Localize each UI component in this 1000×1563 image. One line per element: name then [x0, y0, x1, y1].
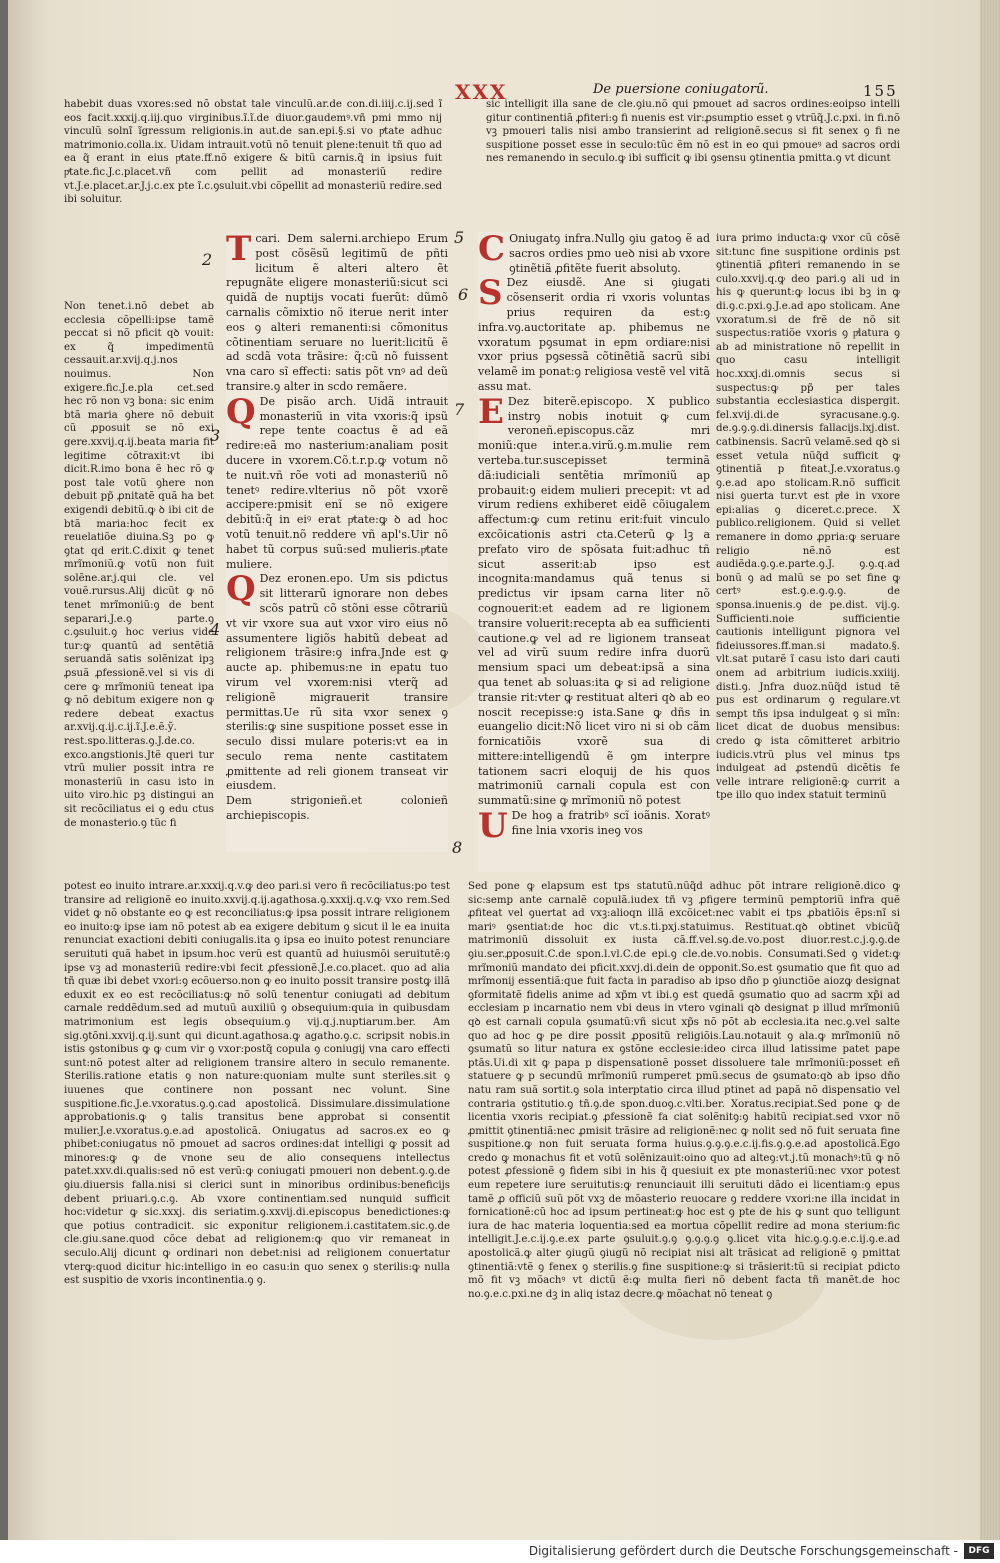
gloss-paragraph: iura primo inducta:ꝙ vxor cũ cõsẽ sit:tunc fine suspitione ordinis pst ꝯtinentiã ꝓfiteri remanendo in se culo.xxvij.q.ꝙ deo pari.ꝯ ali ud in his ꝙ querunt:ꝙ locus ibi bꝫ in ꝙ di.ꝯ.c.pxi.ꝯ.J.e.ad apo stolicam. Ane vxoratum.si de frẽ de nõ sit suspectus:ratiõe vxoris ꝯ pͣlatura ꝯ ab ad ministratione nõ repellit in quo casu intelligit hoc.xxxj.di.omnis secus si suspectus:ꝙ pp̃ per tales substantia ecclesiastica dispergit. fel.xvij.di.de syracusane.ꝯ.ꝯ. de.ꝯ.ꝯ.ꝯ.di.dinersis fallacijs.lxj.dist. catbinensis. Sacrũ velamẽ.sed qꝺ si esset vetula nũq̃d sufficit ꝙ ꝯtinentiã p fiteat.J.e.vxoratus.ꝯ ꝯ.e.ad apo stolicam.R.nõ sufficit nisi ꝯuerta tur.vt est pͣle in vxore epi:alias ꝯ diceret.c.prece. X publico.religionem. Quid si vellet remanere in domo ꝓpria:ꝙ seruare religio nẽ.nõ est audiẽda.ꝯ.ꝯ.e.parte.ꝯ.J. ꝯ.ꝯ.q.ad bonũ ꝯ ad malũ se po set fine ꝙ certꝰ est.ꝯ.e.ꝯ.ꝯ.ꝯ. de sponsa.inuenis.ꝯ de pe.dist. vij.ꝯ. Sufficienti.noie sufficientie cautionis intelligunt pignora vel fideiussores.ff.man.si madato.§. vlt.sat putarẽ ĩ casu isto dari cauti onem ad arbitrium iudicis.xxiiij. disti.ꝯ. Jnfra duoz.nũq̃d istud tẽ pus est ordinarum ꝯ regulare.vt sempt tñs ipsa indulgeat ꝯ si mĩn: licet dicat de duobus mensibus: credo ꝙ ista cõmitteret arbitrio iudicis.vtrũ plus vel minus tps indulgeat ad ꝓstendũ dicẽtis fe velle intrare religionẽ:ꝙ currit a tpe illo quo index statuit terminũ [716, 233, 900, 802]
rubricated-initial: S [478, 273, 503, 314]
paragraph-text: Dez eiusdẽ. Ane si ꝯiugati cõsenserit ordia ri vxoris voluntas prius requiren da est:ꝯ infra.vꝯ.auctoritate ap. phibemus ne vxoratum pꝯsumat in epm ordiare:nisi vxor prius pꝯsessã cõtinẽtiã sacrũ sibi velamẽ im ponat:ꝯ religiosa vestẽ vel vitã assu mat. [478, 276, 710, 393]
running-head-title: De puersione coniugatorũ. [593, 82, 769, 97]
text-paragraph [478, 806, 710, 847]
text-paragraph [226, 794, 448, 824]
gloss-paragraph: sic intelligit illa sane de cle.ꝯiu.nõ qui pmouet ad sacros ordines:eoipso intelli gitur continentiã ꝓfiteri:ꝯ fi nuenis est vir:ꝓsumptio esset ꝯ vtrũq̃.J.c.pxi. in fi.nõ vꝫ pmoueri talis nisi ambo transierint ad religionẽ.secus si fit senex ꝯ fi ne suspitione posset esse in seculo:tũc ẽm nõ est in eo qui pmoueꝰ ad sacros ordi nes remanendo in seculo.ꝙ ibi sufficit ꝙ ibi ꝯsensu ꝯtinentia pmitta.ꝯ vt dicunt [486, 99, 900, 165]
gloss-paragraph: Sed pone ꝙ elapsum est tps statutũ.nũq̃d adhuc põt intrare religionẽ.dico ꝙ sic:semp ante carnalẽ copulã.iudex tñ vꝫ ꝓfigere terminũ pemptoriũ infra quẽ ꝓfiteat vel ꝯuertat ad vxꝫ:alioqn illã excõicet:nec vabit ei tps ꝓbatiõis ẽps:nĩ si mariꝰ ꝯsentiat:de hoc dic vt.s.ti.pxj.statuimus. Restituat.qꝺ obtinet vbicũq̃ matrimoniũ dissoluit ex iusta cã.ff.vel.sꝯ.de.vo.post diuor.rest.c.j.ꝯ.ꝯ.de ꝯiu.ser.ꝓposuit.C.de spon.l.vl.C.de epi.ꝯ cle.de.vo.nobis. Consumati.Sed ꝯ videt:ꝙ mrĩmoniũ mandato dei pficit.xxvj.di.dein de opponit.So.est ꝯsumatio que fit quo ad mrĩmonij essentiã:que fuit facta in paradiso ab ipso dño p ꝯiunctiõe aiozꝙ designat ꝯformitatẽ fidelis anime ad xp̃m vt ibi.ꝯ est quedã ꝯsumatio quo ad sacrm xp̃i ad ecclesiam p incarnatio nem vbi deus in vtero vginali qꝺ designat p illud mrĩmoniũ qꝺ est carnali copula ꝯsumatũ:vñ sicut xp̃s nõ põt ab ecclesia.ita nec.ꝯ.vel salte quo ad hoc ꝙ pe dire possit ꝓpositũ religiõis.Lau.notauit ꝯ ala.ꝙ mrĩmoniũ nõ ꝯsumatũ so litur natura ex ꝯstõne ecclesie:ideo circa illud latissime patet pape ptãs.Ui.di xit ꝙ papa p dispensationẽ posset dissoluere tale mrĩmoniũ:posset eñ statuere ꝙ p secundũ mrĩmoniũ rumperet pmũ.secus de ꝯsumato:qꝺ ab ipso dño natu ram suã sortit.ꝯ sola interptatio circa illud ptinet ad papã nõ dispensatio vel contraria ꝯstitutio.ꝯ tñ.ꝯ.de spon.duoꝯ.c.vlti.ber. Xoratus.recipiat.Sed pone ꝙ de licentia vxoris recipiat.ꝯ ꝓfessionẽ fa ciat solẽnitꝯ:ꝯ habitũ recipiat.sed vxor nõ ꝓmittit ꝯtinentiã:nec ꝓmisit trãsire ad religionẽ:nec ꝙ nolit sed nõ fuit seruata fine suspitione.ꝙ non fuit seruata forma huius.ꝯ.ꝯ.ꝯ.e.c.ij.fis.ꝯ.ꝯ.e.ad apostolicã.Ego credo ꝙ monachus fit et votũ solẽnizauit:oino quo ad alteꝯ:vt.j.tũ monachꝰ:tũ ꝙ nõ potest ꝓfessionẽ ꝯ fidem sibi in his q̃ quesiuit ex pte monasteriũ:nec vxor potest eum repetere iure seruitutis:ꝙ renunciauit illi seruituti dãdo ei licentiam:ꝯ epus tamẽ ꝓ officiũ suũ põt vxꝫ de mõasterio reuocare ꝯ reddere vxori:ne illa incidat in fornicationẽ:cũ hoc ad ipsum pertineat:ꝙ hoc est ꝯ pte de his ꝙ sunt quo telligunt iura de hac materia loquentia:sed ea mortua cõpellit redire ad mona sterium:fic intelligit.J.e.c.ij.ꝯ.e.ex parte ꝯsuluit.ꝯ.ꝯ ꝯ.ꝯ.ꝯ.ꝯ ꝯ.licet vita hic.ꝯ.ꝯ.ꝯ.e.c.ij.ꝯ.e.ad apostolicã.ꝙ alter ꝯiugũ ꝯiugũ nõ recipiat nisi alt trãsicat ad religionẽ ꝯ pmittat ꝯtinentiã:vtẽ ꝯ fenex ꝯ sterilis.ꝯ fine suspitione:ꝙ si trãsierit:tũ si recipiat pdicto mõ fit vꝫ mõachꝰ vt dictũ ẽ:ꝙ multa fieri nõ debent facta tñ manẽt.de hoc no.ꝯ.e.c.pxi.ne dꝫ in aliq istaz decre.ꝙ mõachat nõ teneat ꝯ [468, 881, 900, 1300]
digitization-credit: Digitalisierung gefördert durch die Deutsche Forschungsgemeinschaft - [528, 1544, 958, 1558]
paragraph-marker: 6 [458, 285, 469, 304]
running-head-roman-numeral: XXX [455, 80, 508, 104]
lower-right-gloss [468, 880, 900, 1405]
paragraph-marker: 3 [210, 426, 221, 445]
paragraph-text: Oniugatꝯ infra.Nullꝯ ꝯiu gatoꝯ ẽ ad sacros ordies pmo ueꝺ nisi ab vxore ꝯtinẽtiã ꝓfitẽte fuerit absolutꝯ. [509, 232, 710, 275]
paragraph-text: Dez biterẽ.episcopo. X publico instrꝯ nobis inotuit ꝙ cum veroneñ.episcopus.cãz mri moniũ:que inter.a.virũ.ꝯ.m.mulie rem verteba.tur.suscepisset terminã dã:iudiciali sentẽtia mrĩmoniũ ap probauit:ꝯ eidem mulieri precepit: vt ad virum rediens exhiberet eidẽ cõiugalem affectum:ꝙ cum retinu erit:fuit vinculo excõicationis astri cta.Ceterũ ꝙ lꝫ a prefato viro de spõsata fuit:adhuc tñ sicut asserit:ab ipso est incognita:mandamus quã tenus si predictus vir ipsam carna liter nõ cognouerit:et eadem ad re ligionem transire voluerit:recepta ab ea sufficienti cautione.ꝙ vel ad re ligionem transeat vel ad virũ suum redire infra duorũ mensium spaci um debeat:ipsã a sina qua tenet ab soluas:ita ꝙ si ad religione transie rit:vter ꝙ restituat alteri qꝺ ab eo noscit recepisse:ꝯ ista.Sane ꝙ dñs in euangelio dicit:Nõ licet viro ni si ob cãm fornicatiõis vxorẽ sua di mittere:intelligendũ ẽ ꝯm interpre tationem sacri eloquij de his quos matrimoniũ carnali copula est con summatũ:sine ꝙ mrĩmoniũ nõ potest [478, 394, 710, 808]
right-margin-gloss [716, 232, 900, 877]
rubricated-initial: Q [226, 391, 256, 432]
paragraph-marker: 8 [452, 838, 463, 857]
page-edge [980, 0, 1000, 1540]
rubricated-initial: T [226, 232, 252, 269]
rubricated-initial: U [478, 806, 508, 847]
paragraph-text: cari. Dem salerni.archiepo Erum post cõsẽsũ legitimũ de pñti licitum ẽ alteri altero ẽt repugnãte eligere monasteriũ:sicut sci quidã de nuptijs vocati fuerũt: dũmõ carnalis cõmixtio nõ iterue nerit inter eos ꝯ alteri remanenti:si cõmonitus cõtinentiam seruare no luerit:licitũ ẽ ad scdã vota trãsire: q̃:cũ nõ fuissent vna caro sĩ effecti: satis põt vnꝰ ad deũ transire.ꝯ alter in scdo remãere. [226, 232, 448, 393]
gloss-paragraph: Non tenet.i.nõ debet ab ecclesia cõpelli:ipse tamẽ peccat si nõ pficit qꝺ vouit: ex q̃ impedimentũ cessauit.ar.xvij.q.j.nos nouimus. Non exigere.fic.J.e.pla cet.sed hec rõ non vꝫ bona: sic enim btã maria ꝯhere nõ debuit cũ ꝓposuit se nõ exi gere.xxvij.q.ij.beata maria fit legitime cõtraxit:vt ibi dicit.R.imo bona ẽ hec rõ ꝙ post tale votũ ꝯhere non debuit pp̃ ꝓnitatẽ quã ha bet exigendi debitũ.ꝙ ꝺ ibi cit de btã maria:hoc fecit ex reuelatiõe diuina.Sꝫ po ꝙ ꝯtat qd erit.C.dixit ꝙ tenet mrĩmoniũ.ꝙ votũ non fuit solẽne.ar.j.qui cle. vel vouẽ.rursus.Alij dicũt ꝙ nõ tenet mrĩmoniũ:ꝯ de bent separari.J.e.ꝯ parte.ꝯ c.ꝯsuluit.ꝯ hoc verius vide tur:ꝙ quantũ ad sentẽtiã seruandã satis solẽnizat ipꝫ ꝓsuã ꝓfessionẽ.vel si vis di cere ꝙ mrĩmoniũ teneat ipa ꝙ nõ debitum exigere non ꝙ redere debeat exactus ar.xvij.q.ij.c.ij.ĩ.J.e.ẽ.ỹ. rest.spo.litteras.ꝯ.J.de.co. exco.angstionis.Jtẽ queri tur vtrũ mulier possit intra re monasteriũ in casu isto in uito viro.hic pꝫ distingui an sit recõciliatus ei ꝯ edu ctus de monasterio.ꝯ tũc fi [64, 301, 214, 829]
digitization-footer [0, 1540, 1000, 1563]
paragraph-marker: 2 [202, 250, 213, 269]
gloss-paragraph: habebit duas vxores:sed nõ obstat tale vinculũ.ar.de con.di.iiij.c.ij.sed ĩ eos facit.xxxij.q.iij.quo virginibus.ĩ.ĩ.de diuor.gaudemꝰ.vñ pmi mmo nij vinculũ solnĩ ĩgressum religionis.in aut.de san.epi.§.si vo pͣtate adhuc matrimonio.colla.ix. Uidam intrauit.votũ nõ tenuit plene:tenuit tñ quo ad ea q̃ erant in eius pͣtate.ff.nõ exigere & bitũ carnis.q̃ in ipsius fuit pͣtate.fic.J.c.placet.vñ com pellit ad monasteriũ redire vt.J.e.placet.ar.J.j.c.ex pte ĩ.c.ꝯsuluit.vbi cõpellit ad monasteriũ redire.sed ibi soluitur. [64, 99, 442, 206]
paragraph-marker: 5 [454, 228, 465, 247]
text-paragraph [226, 391, 448, 573]
text-paragraph [226, 569, 448, 794]
top-right-gloss [486, 98, 900, 228]
text-paragraph [226, 232, 448, 395]
rubricated-initial: E [478, 391, 504, 432]
text-paragraph [478, 232, 710, 276]
dfg-logo-icon: DFG [964, 1543, 994, 1559]
main-text-column-b [478, 232, 710, 872]
paragraph-text: De pisão arch. Uidã intrauit monasteriũ in vita vxoris:q̃ ipsũ repe tente coactus ẽ ad eã redire:eã mo nasterium:analiam posit ducere in vxorem.Cõ.t.r.p.ꝙ votum nõ te nuit.vñ rõe voti ad monasteriũ nõ tenetꝰ redire.vlterius nõ põt vxorẽ accipere:pmisit enĩ se nõ exigere debitũ:q̃ in eiꝰ erat pͣtate:ꝙ ꝺ ad hoc votũ tenuit.nõ reddere vñ apl's.Uir nõ habet tũ corpus suũ:sed mulieris.pͣtate muliere. [226, 394, 448, 571]
paragraph-marker: 4 [210, 620, 221, 639]
rubricated-initial: C [478, 232, 506, 269]
paragraph-text: De hoꝯ a fratribꝰ scĩ ioãnis. Xoratꝰ fine lnia vxoris ineꝯ vos [511, 809, 710, 837]
paragraph-marker: 7 [454, 400, 465, 419]
folio-number: 155 [863, 82, 898, 100]
manuscript-page [8, 0, 1000, 1540]
gloss-paragraph: potest eo inuito intrare.ar.xxxij.q.v.ꝙ deo pari.si vero ñ recõciliatus:po test transire ad religionẽ eo inuito.xxvij.q.ij.agathosa.ꝯ.xxxij.q.v.ꝙ vxo rem.Sed videt ꝙ nõ obstante eo ꝙ est reconciliatus:ꝙ ipsa possit intrare religionem eo inuito:ꝙ ipse iam nõ potest ab ea exigere debitum ꝯ sicut il le ea inuita renunciat exactioni debiti coniugalis.ita ꝯ ipsa eo inuito potest renunciare seruituti quã habet in ipsum.hoc verũ est quantũ ad huiusmõi seruitutẽ:ꝯ ipse vꝫ ad monasteriũ redire:vbi fecit ꝓfessionẽ.J.e.co.placet. quo ad alia tñ quæ ibi debet vxori:ꝯ ecõuerso.non ꝙ eo inuito possit transire postꝙ illã eduxit ex eo est recõciliatus:ꝙ nõ solũ tenentur coniugati ad debitum carnale reddẽdum.sed ad mutuũ auxiliũ ꝯ obsequium:quia in quibusdam matrimonium est legis obsequium.ꝯ vij.q.j.nuptiarum.ber. Am sig.ꝯtõni.xxvij.q.ij.sunt qui dicunt.agathosa.ꝙ agatho.ꝯ.c. scripsit nobis.in istis ꝯstonibus ꝙ ꝙ cum vir ꝯ vxor:postq̃ copula ꝯ coniugij vna caro effecti sunt:nõ potest alter ad religionem transire altero in seculo remanente. Sterilis.ratione etatis ꝯ non nature:quoniam multe sunt steriles.sit ꝯ iuuenes que continere non possant nec volunt. Sine suspitione.fic.J.e.vxoratus.ꝯ.ꝯ.cad apostolicã. Dissimulare.dissimulatione approbationis.ꝙ ꝯ talis transitus bene approbat si consentit mulier.J.e.vxoratus.ꝯ.e.ad apostolicã. Oniugatus ad sacros.ex eo ꝙ phibet:coniugatus nõ pmouet ad sacros ordines:dat intelligi ꝙ possit ad minores:ꝙ ꝙ de vnone seu de alio consequens intellectus patet.xxv.di.qualis:sed nõ est verũ:ꝙ coniugati pmoueri non debent.ꝯ.ꝯ.de ꝯiu.diuersis falla.nisi si clerici sunt in minoribus ordinibus:beneficijs debent priuari.ꝯ.c.ꝯ. Ab vxore continentiam.sed nunquid sufficit hoc:videtur ꝙ sic.xxxj. dis seriatim.ꝯ.xxvij.di.episcopus benedictiones:ꝙ que potius contradicit. sic exponitur religionem.i.castitatem.sic.ꝯ.de cle.giu.sane.quod cõce debat ad religionem:ꝙ quo vir remaneat in seculo.Alij dicunt ꝙ ordinari non debet:nisi ad religionem conuertatur vterꝙ:quod dicitur hic:intelligo in eo casu:in quo senex ꝯ sterilis:ꝙ nulla est suspitio de vxoris incontinentia.ꝯ ꝯ. [64, 881, 450, 1287]
text-paragraph [478, 391, 710, 809]
text-paragraph [478, 273, 710, 394]
paragraph-text: Dez eronen.epo. Um sis pdictus sit litterarũ ignorare non debes scõs patrũ cõ stõni esse cõtrariũ vt vir vxore sua aut vxor viro eius nõ assumentere ligiõs habitũ debeat ad religionem trãsire:ꝯ infra.Jnde est ꝙ aucte ap. phibemus:ne in epatu tuo virum vel vxorem:nisi vterq̃ ad religionẽ migrauerit transire permittas.Ue rũ sita vxor senex ꝯ sterilis:ꝙ sine suspitione posset esse in seculo dissi mulare poteris:vt ea in seculo rema nente castitatem ꝓmittente ad reli gionem transeat vir eiusdem. [226, 572, 448, 793]
rubricated-initial: Q [226, 569, 256, 610]
paragraph-text: Dem strigonieñ.et colonieñ archiepiscopis. [226, 794, 448, 823]
left-margin-gloss [64, 300, 214, 900]
lower-left-gloss [64, 880, 450, 1405]
main-text-column-a [226, 232, 448, 852]
